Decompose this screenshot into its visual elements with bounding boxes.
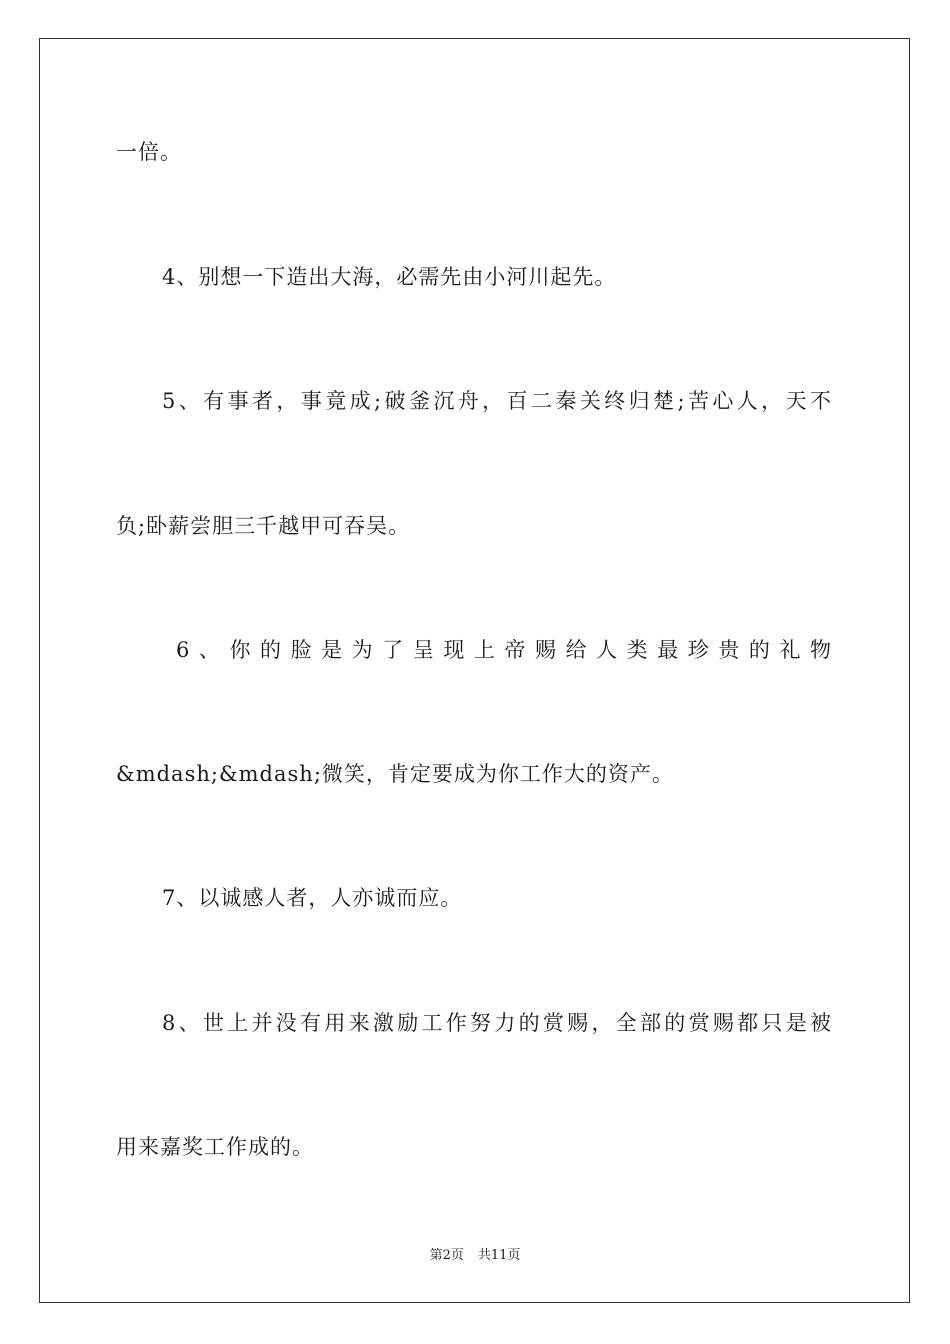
- text-line-4: 负;卧薪尝胆三千越甲可吞吴。: [116, 514, 411, 538]
- page-total: 共11页: [477, 1248, 521, 1263]
- text-line-9: 用来嘉奖工作成的。: [116, 1135, 314, 1159]
- text-line-1: 一倍。: [116, 140, 182, 164]
- page-border: [39, 38, 910, 1303]
- text-line-6: &mdash;&mdash;微笑，肯定要成为你工作大的资产。: [116, 762, 674, 786]
- page-number: 第2页: [429, 1248, 464, 1263]
- text-line-3: 5、有事者，事竟成;破釜沉舟，百二秦关终归楚;苦心人，天不: [162, 389, 832, 413]
- text-line-8: 8、世上并没有用来激励工作努力的赏赐，全部的赏赐都只是被: [162, 1011, 832, 1035]
- text-line-7: 7、以诚感人者，人亦诚而应。: [162, 886, 463, 910]
- page-footer: [0, 1247, 950, 1265]
- text-line-5: 6、你的脸是为了呈现上帝赐给人类最珍贵的礼物: [176, 638, 832, 662]
- text-line-2: 4、别想一下造出大海，必需先由小河川起先。: [162, 265, 617, 289]
